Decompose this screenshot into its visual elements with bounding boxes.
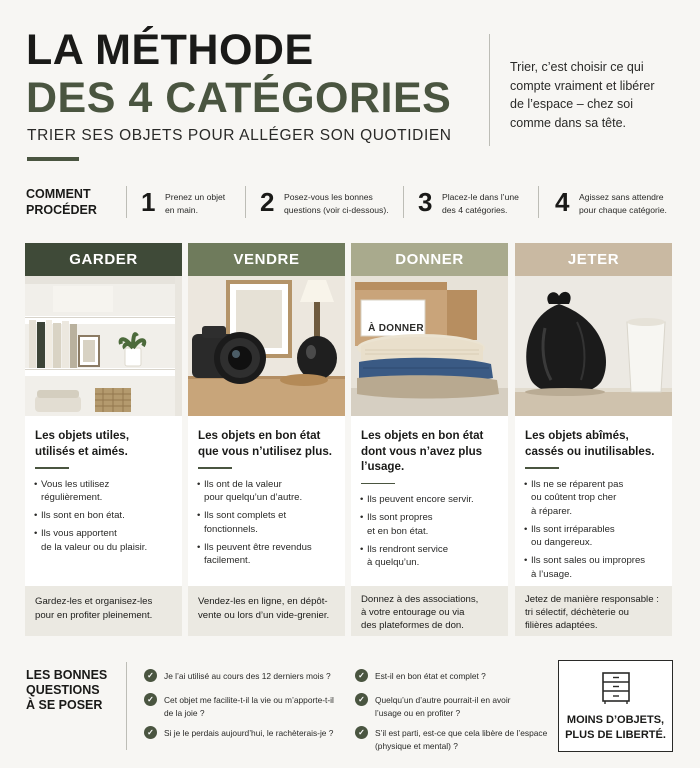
check-icon: ✓ — [355, 726, 368, 739]
questions-title: LES BONNES QUESTIONS À SE POSER — [26, 668, 108, 712]
list-item: • Ils vous apportent de la valeur ou du plaisir. — [35, 527, 172, 554]
list-item: • Ils ne se réparent pas ou coûtent trop cher à réparer. — [525, 478, 662, 519]
category-body — [351, 416, 508, 586]
category-lead: Les objets en bon état que vous n’utilisez plus. — [198, 429, 332, 458]
lead-divider — [361, 483, 395, 485]
camera-illustration — [188, 276, 345, 416]
lead-divider — [35, 467, 69, 469]
step-divider — [126, 186, 127, 218]
check-icon: ✓ — [355, 669, 368, 682]
motto-text: MOINS D’OBJETS, PLUS DE LIBERTÉ. — [565, 714, 666, 741]
list-item: • Vous les utilisez régulièrement. — [35, 478, 172, 505]
category-title: JETER — [515, 243, 672, 276]
category-footer: Donnez à des associations, à votre entourage ou via des plateformes de don. — [351, 586, 508, 636]
category-footer: Vendez-les en ligne, en dépôt- vente ou lors d’un vide-grenier. — [188, 586, 345, 636]
infographic-page: LA MÉTHODE DES 4 CATÉGORIES TRIER SES OBJETS POUR ALLÉGER SON QUOTIDIEN Trier, c’est choisir ce qui compte vraiment et libérer de l’espace – chez soi comme dans sa tête. COMMENT PROCÉDER 1 Prenez un objet en main. 2 Posez-vous les bonnes questions (voir ci-dessous). 3 Placez-le dans l’une des 4 catégories. 4 Agissez sans attendre pour chaque catégorie. GARDER Les objets utiles, utilisés et aimés. • Vous les utilisez régulièrement. • Ils sont en bon état. • Ils vous apportent de la valeur ou du plaisir. Gardez-les et organisez-les pour en profiter pleinement. VENDRE Les objets en bon état que vous n’utilisez plus. • Ils ont de la valeur pour quelqu’un d’autre. • Ils sont complets et fonctionnels. • Ils peuvent être revendus facilement. Vendez-les en ligne, en dépôt- vente ou lors d’un vide-grenier. DONNER À DONNER Les objets en bon état dont vous n’avez plus l’usage. • Ils peuvent encore servir. • Ils sont propres et en bon état. • Ils rendront service à quelqu’un. Donnez à des associations, à votre entourage ou via des plateformes de don. JETER Les objets abîmés, cassés ou inutilisables. • Ils ne se réparent pas ou coûtent trop cher à réparer. • Ils sont irréparables ou dangereux. • Ils sont sales ou impropres à l’usage. Jetez de manière responsable : tri sélectif, déchèterie ou filières adaptées. LES BONNES QUESTIONS À SE POSER ✓ Je l’ai utilisé au cours des 12 derniers mois ? ✓ Cet objet me facilite-t-il la vie ou m’apporte-t-il de la joie ? ✓ Si je le perdais aujourd’hui, le rachèterais-je ? ✓ Est-il en bon état et complet ? ✓ Quelqu’un d’autre pourrait-il en avoir l’usage ou en profiter ? ✓ S’il est parti, est-ce que cela libère de l’espace (physique et mental) ? MOINS D’OBJETS, PLUS DE LIBERTÉ. — [0, 0, 700, 768]
category-body — [515, 416, 672, 586]
category-lead: Les objets utiles, utilisés et aimés. — [35, 429, 130, 458]
check-icon: ✓ — [355, 693, 368, 706]
criteria-list — [35, 478, 172, 555]
list-item: • Ils sont propres et en bon état. — [361, 511, 498, 538]
list-item: • Ils sont complets et fonctionnels. — [198, 509, 335, 536]
step-2: 2 Posez-vous les bonnes questions (voir ci-dessous). — [260, 187, 389, 217]
box-label: À DONNER — [368, 323, 424, 334]
header-divider — [489, 34, 490, 146]
category-lead: Les objets abîmés, cassés ou inutilisables. — [525, 429, 655, 458]
bookshelf-illustration — [25, 276, 182, 416]
category-title: GARDER — [25, 243, 182, 276]
category-vendre — [188, 243, 345, 636]
step-divider — [538, 186, 539, 218]
check-icon: ✓ — [144, 693, 157, 706]
category-title: DONNER — [351, 243, 508, 276]
step-1: 1 Prenez un objet en main. — [141, 187, 226, 217]
step-divider — [403, 186, 404, 218]
category-title: VENDRE — [188, 243, 345, 276]
title-line-1: LA MÉTHODE — [26, 26, 314, 74]
step-4: 4 Agissez sans attendre pour chaque catégorie. — [555, 187, 667, 217]
list-item: • Ils peuvent encore servir. — [361, 493, 498, 507]
category-footer: Jetez de manière responsable : tri sélectif, déchèterie ou filières adaptées. — [515, 586, 672, 636]
donation-box-image — [351, 276, 508, 416]
category-body — [188, 416, 345, 586]
category-footer: Gardez-les et organisez-les pour en profiter pleinement. — [25, 586, 182, 636]
title-accent-bar — [27, 157, 79, 161]
trash-bag-illustration — [515, 276, 672, 416]
steps-title: COMMENT PROCÉDER — [26, 187, 97, 217]
criteria-list — [525, 478, 662, 582]
criteria-list — [198, 478, 335, 569]
criteria-list — [361, 493, 498, 570]
lead-divider — [525, 467, 559, 469]
step-divider — [245, 186, 246, 218]
category-donner — [351, 243, 508, 636]
check-icon: ✓ — [144, 669, 157, 682]
category-garder — [25, 243, 182, 636]
motto-box — [558, 660, 673, 752]
questions-divider — [126, 662, 127, 750]
donation-box-illustration — [351, 276, 508, 416]
tagline: Trier, c’est choisir ce qui compte vraiment et libérer de l’espace – chez soi comme dans sa tête. — [510, 60, 655, 130]
trash-bag-image — [515, 276, 672, 416]
drawer-cabinet-icon — [601, 671, 631, 705]
category-body — [25, 416, 182, 586]
category-lead: Les objets en bon état dont vous n’avez plus l’usage. — [361, 429, 484, 473]
list-item: • Ils ont de la valeur pour quelqu’un d’autre. — [198, 478, 335, 505]
bookshelf-image — [25, 276, 182, 416]
lead-divider — [198, 467, 232, 469]
list-item: • Ils rendront service à quelqu’un. — [361, 543, 498, 570]
list-item: • Ils peuvent être revendus facilement. — [198, 541, 335, 568]
title-line-2: DES 4 CATÉGORIES — [26, 74, 452, 122]
list-item: • Ils sont irréparables ou dangereux. — [525, 523, 662, 550]
list-item: • Ils sont en bon état. — [35, 509, 172, 523]
step-3: 3 Placez-le dans l’une des 4 catégories. — [418, 187, 519, 217]
check-icon: ✓ — [144, 726, 157, 739]
category-jeter — [515, 243, 672, 636]
list-item: • Ils sont sales ou impropres à l’usage. — [525, 554, 662, 581]
camera-image — [188, 276, 345, 416]
subtitle: TRIER SES OBJETS POUR ALLÉGER SON QUOTIDIEN — [27, 127, 452, 144]
